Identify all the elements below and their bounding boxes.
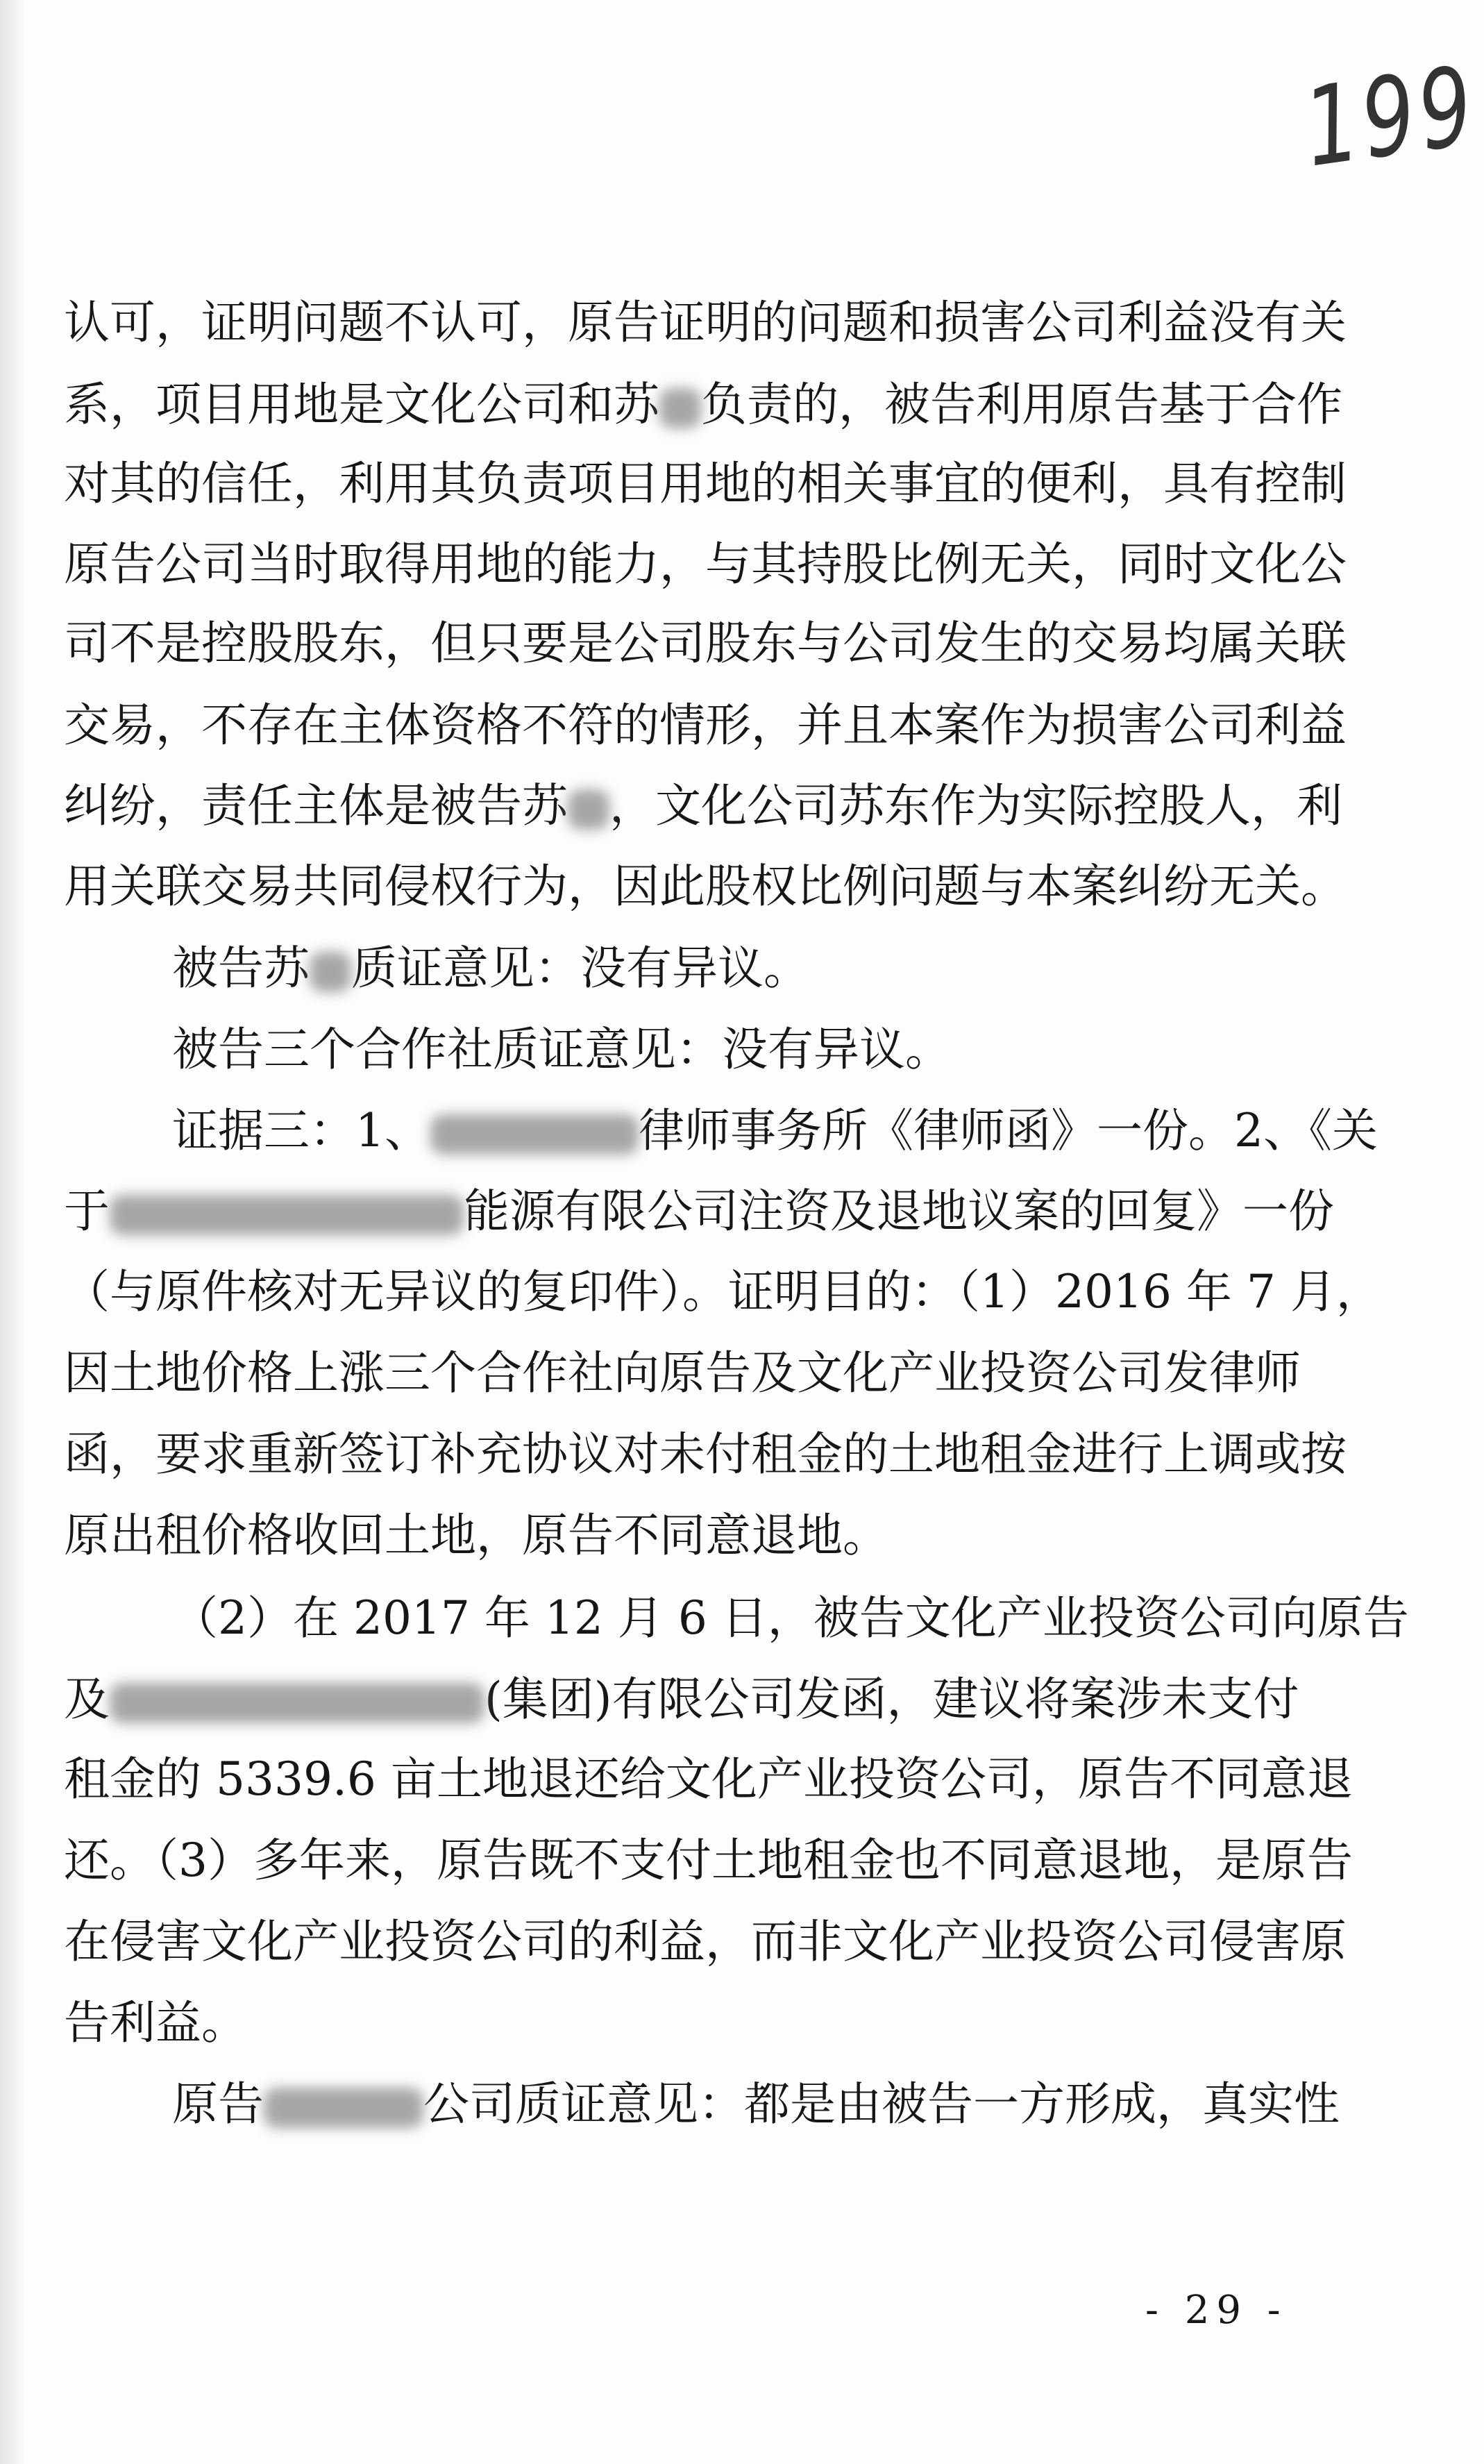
- text: 认可，证明问题不认可，原告证明的问题和损害公司利益没有关: [64, 296, 1347, 349]
- text: 证据三：1、: [172, 1104, 430, 1157]
- redacted-company: [264, 2088, 423, 2128]
- text: 及: [64, 1673, 110, 1726]
- redacted-name: [659, 388, 701, 428]
- text: ，文化公司苏东作为实际控股人，利: [609, 779, 1342, 832]
- text-line: [172, 2073, 1340, 2136]
- text-line: [172, 937, 1258, 1000]
- redacted-name: [310, 952, 351, 992]
- text: 系，项目用地是文化公司和苏: [64, 378, 659, 431]
- handwritten-page-number: 199: [1297, 43, 1484, 192]
- redacted-law-firm: [430, 1114, 639, 1155]
- redacted-name: [568, 789, 609, 830]
- text: 律师事务所《律师函》一份。2、《关: [639, 1104, 1378, 1157]
- text: 司不是控股股东，但只要是公司股东与公司发生的交易均属关联: [64, 617, 1347, 670]
- text-line: [64, 1668, 1299, 1731]
- text: 原告公司当时取得用地的能力，与其持股比例无关，同时文化公: [64, 537, 1347, 591]
- text-line: [64, 775, 1342, 837]
- text-line: [64, 1829, 1353, 1892]
- text-line: [64, 855, 1347, 918]
- text: 用关联交易共同侵权行为，因此股权比例问题与本案纠纷无关。: [64, 860, 1347, 913]
- text-line: [64, 612, 1347, 675]
- text-line: [64, 533, 1347, 596]
- text: 纠纷，责任主体是被告苏: [64, 779, 568, 832]
- text-line: [64, 694, 1347, 757]
- text: 交易，不存在主体资格不符的情形，并且本案作为损害公司利益: [64, 698, 1347, 752]
- text: （2）在 2017 年 12 月 6 日，被告文化产业投资公司向原告: [172, 1591, 1409, 1645]
- text-line: [172, 1587, 1409, 1650]
- text-line: [64, 292, 1347, 354]
- text: 因土地价格上涨三个合作社向原告及文化产业投资公司发律师: [64, 1346, 1301, 1400]
- text: 负责的，被告利用原告基于合作: [701, 378, 1342, 431]
- text: (集团)有限公司发函，建议将案涉未支付: [484, 1673, 1299, 1726]
- text: 公司质证意见：都是由被告一方形成，真实性: [423, 2077, 1340, 2131]
- text: 能源有限公司注资及退地议案的回复》一份: [464, 1184, 1334, 1238]
- text: 质证意见：没有异议。: [351, 941, 809, 995]
- text: 原出租价格收回土地，原告不同意退地。: [64, 1509, 888, 1562]
- text-line: [64, 1911, 1347, 1973]
- text-line: [64, 1748, 1353, 1811]
- text: 在侵害文化产业投资公司的利益，而非文化产业投资公司侵害原: [64, 1915, 1347, 1968]
- text-line: [64, 1992, 1258, 2054]
- text: 对其的信任，利用其负责项目用地的相关事宜的便利，具有控制: [64, 457, 1347, 510]
- text: 函，要求重新签订补充协议对未付租金的土地租金进行上调或按: [64, 1427, 1347, 1481]
- text: 于: [64, 1184, 110, 1238]
- text-line: [64, 1423, 1347, 1486]
- redacted-company: [110, 1683, 484, 1723]
- text: 租金的 5339.6 亩土地退还给文化产业投资公司，原告不同意退: [64, 1752, 1353, 1806]
- text-line: [64, 1505, 1258, 1567]
- text: 被告三个合作社质证意见：没有异议。: [172, 1023, 951, 1076]
- text-line: [172, 1100, 1378, 1162]
- text-line: [64, 1180, 1334, 1243]
- text: 原告: [172, 2077, 264, 2131]
- text-line: [64, 1261, 1382, 1323]
- text: （与原件核对无异议的复印件）。证明目的：（1）2016 年 7 月，: [64, 1265, 1382, 1318]
- page-number: - 29 -: [1145, 2288, 1288, 2333]
- text-line: [64, 1342, 1301, 1405]
- text-line: [64, 374, 1342, 436]
- text-line: [64, 453, 1347, 515]
- scan-edge-shadow: [0, 0, 24, 2464]
- text: 告利益。: [64, 1996, 247, 2050]
- redacted-company: [110, 1195, 464, 1235]
- text: 还。（3）多年来，原告既不支付土地租金也不同意退地，是原告: [64, 1834, 1353, 1887]
- text: 被告苏: [172, 941, 310, 995]
- text-line: [172, 1019, 1258, 1081]
